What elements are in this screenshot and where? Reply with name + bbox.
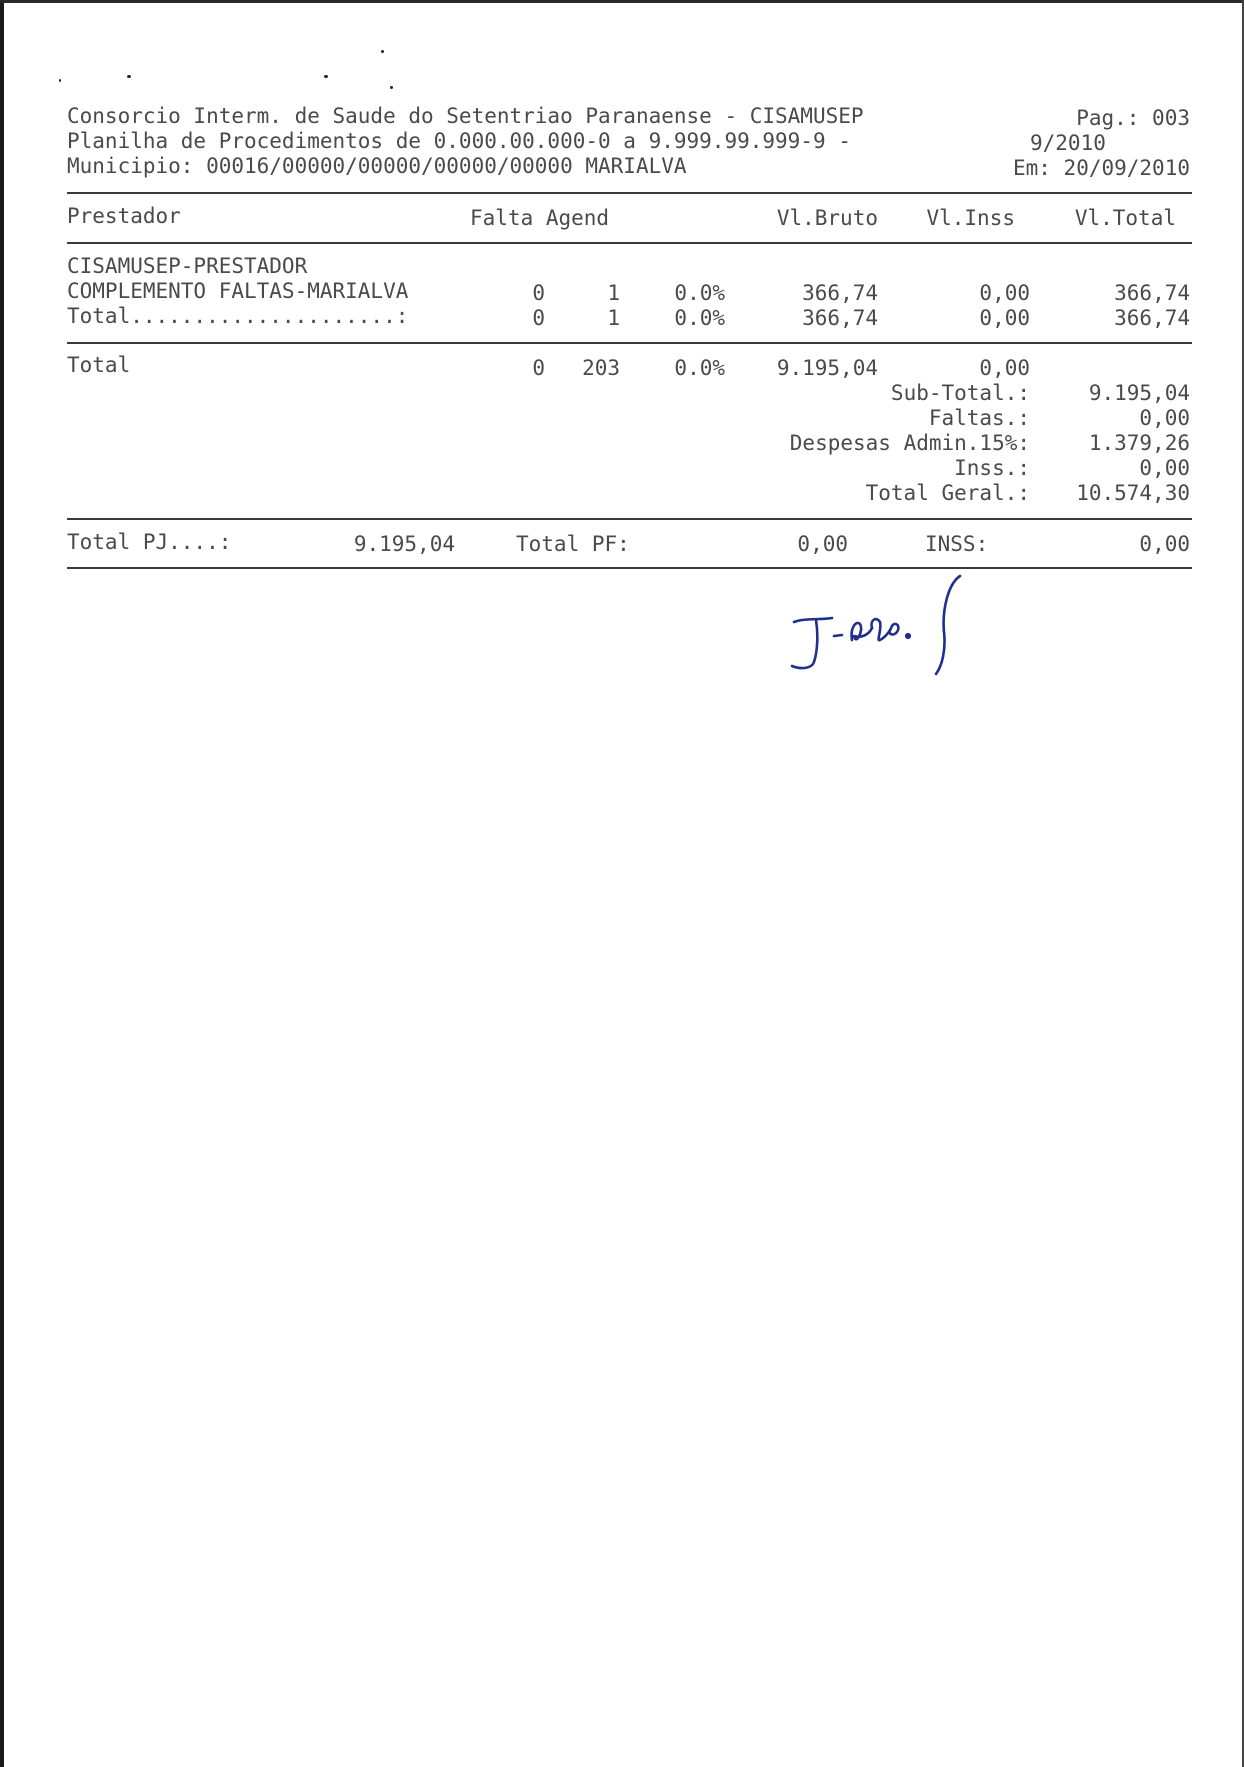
column-vl-total: Vl.Total — [1074, 206, 1176, 230]
summary-label: Total Geral.: — [865, 481, 1030, 505]
column-prestador: Prestador — [67, 204, 181, 228]
summary-divider — [67, 518, 1192, 520]
scan-edge-top — [0, 0, 1244, 3]
scan-speck — [390, 86, 393, 89]
summary-value: 9.195,04 — [1088, 381, 1190, 405]
header-organization: Consorcio Interm. de Saude do Setentriao Paranaense - CISAMUSEP — [67, 104, 864, 128]
row-description: Total.....................: — [67, 304, 409, 328]
summary-value: 10.574,30 — [1076, 481, 1190, 505]
column-vl-inss: Vl.Inss — [926, 206, 1015, 230]
columns-divider — [67, 242, 1192, 244]
summary-value: 0,00 — [1139, 406, 1190, 430]
header-divider — [67, 192, 1192, 194]
header-period: 9/2010 — [1030, 131, 1106, 155]
footer-inss-value: 0,00 — [1139, 532, 1190, 556]
column-falta-agend: Falta Agend — [470, 206, 610, 230]
header-municipality: Municipio: 00016/00000/00000/00000/00000 MARIALVA — [67, 154, 687, 178]
row-vl-bruto: 366,74 — [802, 306, 878, 330]
scan-speck — [127, 75, 131, 78]
row-vl-total: 366,74 — [1114, 281, 1190, 305]
provider-name: CISAMUSEP-PRESTADOR — [67, 254, 308, 278]
provider-divider — [67, 342, 1192, 344]
header-report-range: Planilha de Procedimentos de 0.000.00.000-0 a 9.999.99.999-9 - — [67, 129, 851, 153]
row-vl-total: 366,74 — [1114, 306, 1190, 330]
scan-edge-left — [0, 0, 4, 1767]
summary-label: Faltas.: — [928, 406, 1030, 430]
row-agend: 1 — [607, 306, 620, 330]
footer-divider — [67, 567, 1192, 569]
header-page-number: Pag.: 003 — [1076, 106, 1190, 130]
column-vl-bruto: Vl.Bruto — [776, 206, 878, 230]
row-vl-bruto: 366,74 — [802, 281, 878, 305]
row-percent: 0.0% — [674, 281, 725, 305]
handwritten-signature — [780, 570, 980, 680]
grand-total-vl-bruto: 9.195,04 — [776, 356, 878, 380]
footer-total-pj-label: Total PJ....: — [67, 530, 232, 554]
summary-label: Sub-Total.: — [890, 381, 1030, 405]
scan-speck — [324, 75, 328, 78]
row-percent: 0.0% — [674, 306, 725, 330]
footer-total-pj-value: 9.195,04 — [353, 532, 455, 556]
summary-value: 0,00 — [1139, 456, 1190, 480]
grand-total-percent: 0.0% — [674, 356, 725, 380]
summary-label: Inss.: — [954, 456, 1030, 480]
row-vl-inss: 0,00 — [979, 281, 1030, 305]
row-description: COMPLEMENTO FALTAS-MARIALVA — [67, 279, 409, 303]
header-issue-date: Em: 20/09/2010 — [1012, 156, 1190, 180]
summary-label: Despesas Admin.15%: — [789, 431, 1030, 455]
grand-total-agend: 203 — [582, 356, 620, 380]
scan-speck — [59, 79, 61, 82]
scan-speck — [381, 50, 384, 53]
row-agend: 1 — [607, 281, 620, 305]
row-falta: 0 — [532, 306, 545, 330]
footer-inss-label: INSS: — [925, 532, 989, 556]
grand-total-label: Total — [67, 353, 131, 377]
summary-value: 1.379,26 — [1088, 431, 1190, 455]
row-falta: 0 — [532, 281, 545, 305]
grand-total-vl-inss: 0,00 — [979, 356, 1030, 380]
row-vl-inss: 0,00 — [979, 306, 1030, 330]
grand-total-falta: 0 — [532, 356, 545, 380]
footer-total-pf-value: 0,00 — [797, 532, 848, 556]
footer-total-pf-label: Total PF: — [516, 532, 630, 556]
